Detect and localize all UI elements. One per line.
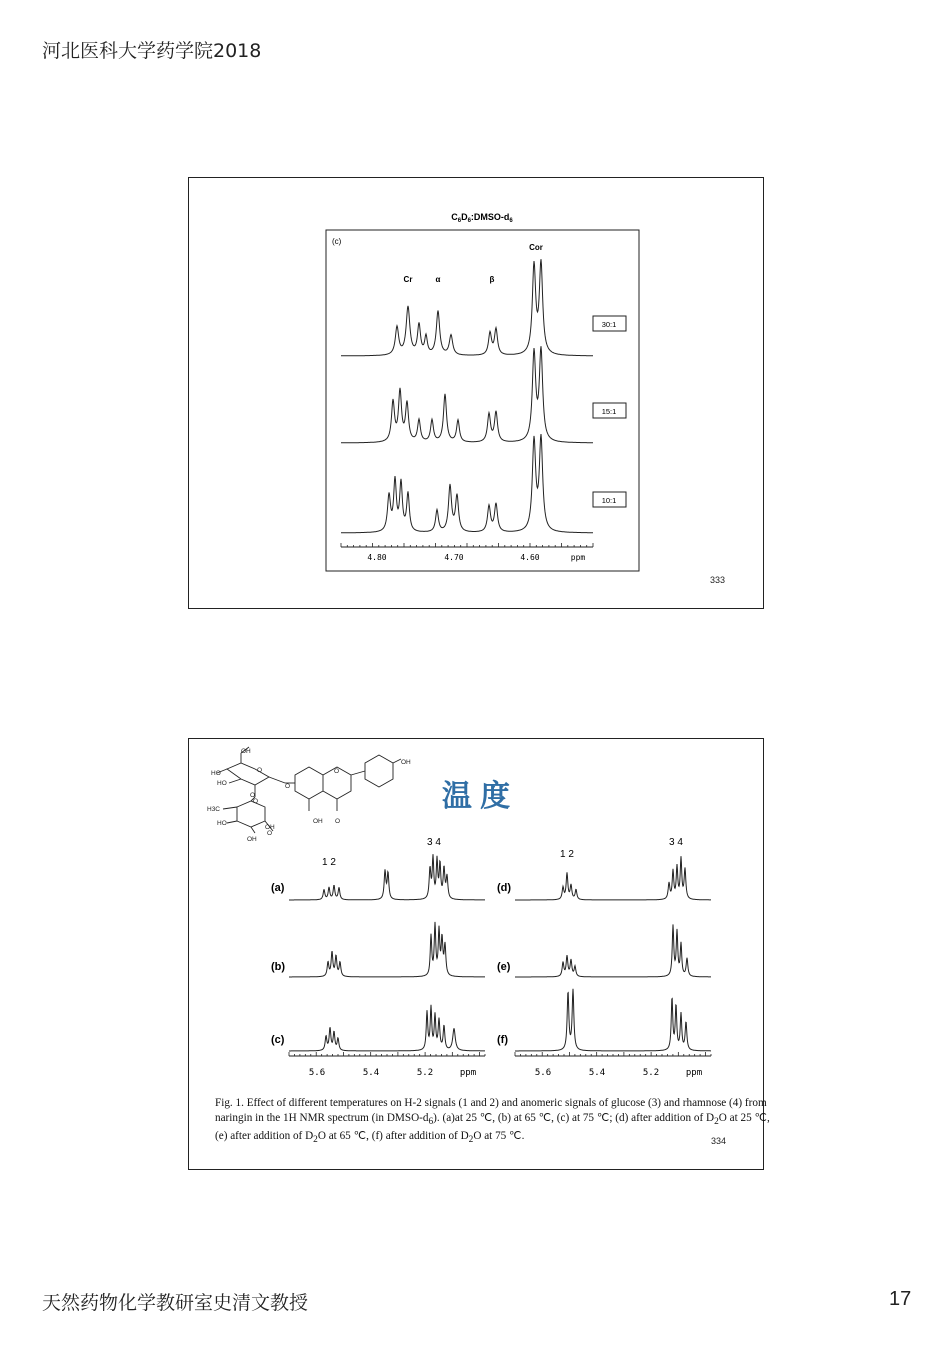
axis-left-tick-5-2: 5.2 <box>416 1068 434 1078</box>
page-number: 17 <box>889 1288 912 1310</box>
page-header: 河北医科大学药学院2018 <box>42 40 262 62</box>
structure-atom-labels <box>207 748 411 843</box>
peak-label-cr: Cr <box>403 275 413 284</box>
svg-text:15:1: 15:1 <box>601 407 617 416</box>
peak-numbers-3-4-right: 3 4 <box>669 837 683 848</box>
panel-label-b: (b) <box>271 961 286 973</box>
slide-number: 334 <box>711 1136 727 1146</box>
ratio-box-30-1 <box>593 316 626 331</box>
svg-text:10:1: 10:1 <box>601 496 617 505</box>
axis-right-tick-5-4: 5.4 <box>588 1068 606 1078</box>
slide-nmr-solvent-ratio <box>188 177 764 609</box>
axis-right-tick-5-2: 5.2 <box>642 1068 660 1078</box>
axis-right-unit: ppm <box>685 1068 703 1078</box>
svg-text:30:1: 30:1 <box>601 320 617 329</box>
panel-label-c: (c) <box>271 1034 285 1046</box>
svg-text:OH: OH <box>241 748 251 755</box>
axis-right-tick-5-6: 5.6 <box>534 1068 552 1078</box>
panel-label-f: (f) <box>497 1034 508 1046</box>
svg-text:O: O <box>253 798 259 805</box>
svg-text:OH: OH <box>401 759 411 766</box>
spectrum-trace-a <box>289 854 485 900</box>
axis-unit: ppm <box>570 553 586 562</box>
spectrum-trace-d <box>515 856 711 900</box>
svg-text:HO: HO <box>217 820 227 827</box>
ppm-axis-left <box>289 1052 485 1056</box>
svg-text:HO: HO <box>217 780 227 787</box>
spectrum-trace-30-1 <box>341 259 593 356</box>
spectrum-frame <box>326 230 639 571</box>
spectrum-trace-15-1 <box>341 346 593 443</box>
svg-text:O: O <box>335 818 341 825</box>
spectrum-trace-10-1 <box>341 434 593 533</box>
figure-caption: Fig. 1. Effect of different temperatures on H-2 signals (1 and 2) and anomeric signals of glucose (3) and rhamnose (4) from naringin in the 1H NMR spectrum (in DMSO-$d_6$). (a)at 25 ℃, (b) at 65 ℃, (c) at 75 ℃; (d) after addition of $D_2O$ at 25 ℃, (e) after addition of $D_2O$ at 65 ℃, (f) after addition of $D_2O$ at 75 ℃. <box>215 1097 770 1146</box>
spectrum-title: $C_6D_6:DMSO-d_6$ <box>451 212 513 224</box>
panel-label: (c) <box>332 237 342 246</box>
slide-nmr-temperature <box>188 738 770 1170</box>
svg-text:O: O <box>267 830 273 837</box>
panel-label-e: (e) <box>497 961 511 973</box>
page-footer: 天然药物化学教研室史清文教授 <box>42 1292 309 1314</box>
peak-label-alpha: α <box>435 275 441 284</box>
svg-text:O: O <box>250 792 256 799</box>
ratio-box-10-1 <box>593 492 626 507</box>
svg-text:O: O <box>257 767 263 774</box>
svg-text:O: O <box>334 768 340 775</box>
panel-label-a: (a) <box>271 882 285 894</box>
spectrum-trace-f <box>515 989 711 1051</box>
panel-label-d: (d) <box>497 882 512 894</box>
svg-text:O: O <box>285 783 291 790</box>
nmr-figure-solvent <box>189 178 765 610</box>
svg-text:H3C: H3C <box>207 806 221 813</box>
axis-left-tick-5-6: 5.6 <box>308 1068 326 1078</box>
peak-numbers-1-2-right: 1 2 <box>560 849 574 860</box>
ppm-axis-right <box>515 1052 711 1056</box>
svg-text:OH: OH <box>265 824 275 831</box>
naringin-structure <box>217 747 401 833</box>
axis-tick-4-80: 4.80 <box>367 553 387 562</box>
slide-number: 333 <box>710 575 726 585</box>
peak-numbers-1-2-left: 1 2 <box>322 857 336 868</box>
axis-tick-4-60: 4.60 <box>520 553 540 562</box>
axis-left-unit: ppm <box>459 1068 477 1078</box>
axis-tick-4-70: 4.70 <box>444 553 464 562</box>
spectrum-trace-e <box>515 924 711 977</box>
ratio-box-15-1 <box>593 403 626 418</box>
peak-label-beta: β <box>489 275 495 284</box>
axis-left-tick-5-4: 5.4 <box>362 1068 380 1078</box>
svg-text:OH: OH <box>313 818 323 825</box>
slide-title: 温 度 <box>441 780 511 813</box>
ppm-axis <box>341 543 593 547</box>
svg-text:OH: OH <box>247 836 257 843</box>
spectrum-trace-b <box>289 922 485 977</box>
peak-numbers-3-4-left: 3 4 <box>427 837 441 848</box>
peak-label-cor: Cor <box>529 243 543 252</box>
svg-text:HO: HO <box>211 770 221 777</box>
spectrum-trace-c <box>289 1005 485 1051</box>
